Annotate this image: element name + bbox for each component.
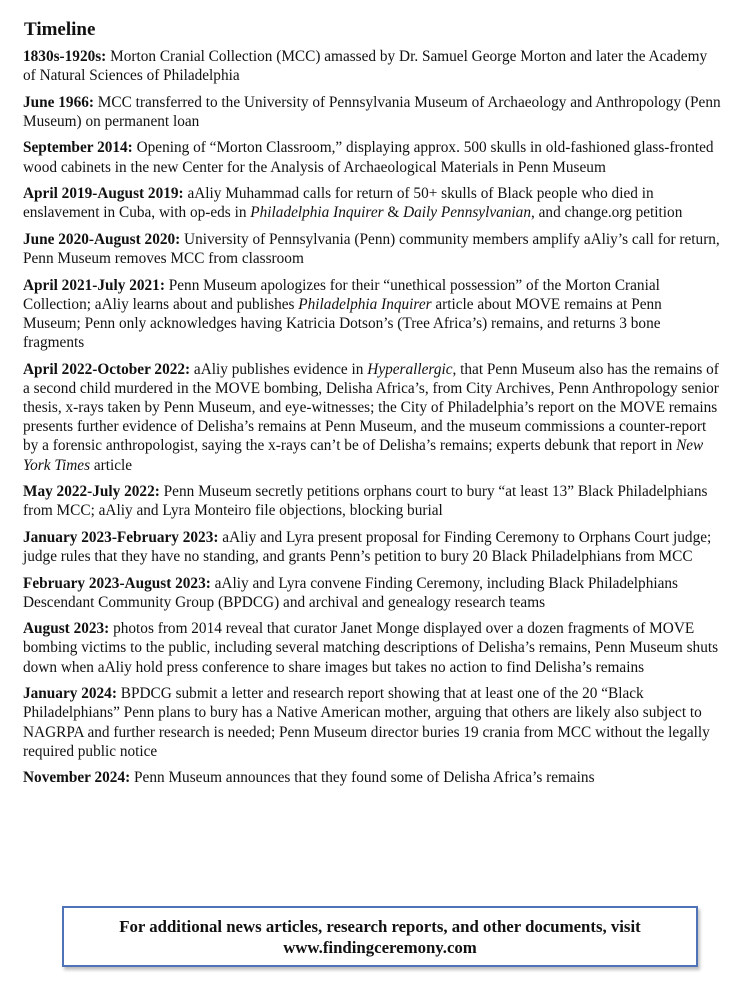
timeline-entry-text: , that Penn Museum also has the remains of a second child murdered in the MOVE bombing, Delisha Africa’s, from City Archives, Penn Anthropology senior thesis, x-rays taken by Penn Museum, and eye-witnesses; the City of Philadelphia’s report on the MOVE remains presents further evidence of Delisha’s remains at Penn Museum, and the museum commissions a counter-report by a forensic anthropologist, saying the x-rays can’t be of Delisha’s remains; experts debunk that report in xyxy=(23,360,719,455)
timeline-entry-text: aAliy publishes evidence in xyxy=(190,360,368,378)
timeline-entry-date: February 2023-August 2023: xyxy=(23,574,211,592)
timeline-entry-date: September 2014: xyxy=(23,139,133,157)
timeline-entry-date: April 2019-August 2019: xyxy=(23,185,184,203)
timeline-entry-date: August 2023: xyxy=(23,620,110,638)
timeline-entry-text: Morton Cranial Collection (MCC) amassed by Dr. Samuel George Morton and later the Academy of Natural Sciences of Philadelphia xyxy=(23,48,708,85)
timeline-entry-text: BPDCG submit a letter and research report showing that at least one of the 20 “Black Philadelphians” Penn plans to bury has a Native American mother, arguing that others are likely also subject to NAGRPA and further research is needed; Penn Museum director buries 19 crania from MCC without the legally required public notice xyxy=(23,685,710,760)
timeline-entry xyxy=(23,619,723,677)
timeline-entry-text: Penn Museum announces that they found some of Delisha Africa’s remains xyxy=(130,769,595,787)
timeline-entry xyxy=(23,276,723,353)
website-callout-box xyxy=(62,906,698,967)
timeline-entry xyxy=(23,93,723,131)
timeline-entry-text: Penn Museum secretly petitions orphans court to bury “at least 13” Black Philadelphians from MCC; aAliy and Lyra Monteiro file objections, blocking burial xyxy=(23,483,708,520)
page-title: Timeline xyxy=(24,19,96,40)
timeline-entry-text: article about MOVE remains at Penn Museum; Penn only acknowledges having Katricia Dotson’s (Tree Africa’s) remains, and returns 3 bone fragments xyxy=(23,295,662,352)
timeline-entry-date: January 2024: xyxy=(23,685,117,703)
timeline-entry xyxy=(23,684,723,761)
publication-title: Daily Pennsylvanian xyxy=(403,204,531,222)
timeline-entry-text: aAliy and Lyra present proposal for Finding Ceremony to Orphans Court judge; judge rules that they have no standing, and grants Penn’s petition to bury 20 Black Philadelphians from MCC xyxy=(23,528,712,566)
timeline-entry-date: 1830s-1920s: xyxy=(23,48,107,65)
timeline-entry-text: photos from 2014 reveal that curator Janet Monge displayed over a dozen fragments of MOVE bombing victims to the public, including several matching descriptions of Delisha’s remains, Penn Museum shuts down when aAliy hold press conference to share images but takes no action to find Delisha’s remains xyxy=(23,620,719,676)
timeline-entry-text: MCC transferred to the University of Pennsylvania Museum of Archaeology and Anthropology (Penn Museum) on permanent loan xyxy=(23,93,721,130)
timeline-entry-text: article xyxy=(90,456,133,474)
timeline-entry xyxy=(23,482,723,520)
timeline-entry-date: April 2022-October 2022: xyxy=(23,360,191,378)
timeline-entry-text: University of Pennsylvania (Penn) community members amplify aAliy’s call for return, Penn Museum removes MCC from classroom xyxy=(23,230,720,268)
timeline-entry xyxy=(23,138,723,176)
timeline-entry xyxy=(23,528,723,566)
timeline-entry-date: May 2022-July 2022: xyxy=(23,483,160,501)
timeline-entry xyxy=(23,360,723,475)
publication-title: Philadelphia Inquirer xyxy=(250,204,384,222)
timeline-entry-text: aAliy Muhammad calls for return of 50+ skulls of Black people who died in enslavement in Cuba, with op-eds in xyxy=(23,185,654,222)
timeline-entry-date: January 2023-February 2023: xyxy=(23,528,219,546)
timeline-entry-date: November 2024: xyxy=(23,769,131,787)
timeline-entry xyxy=(23,184,723,222)
callout-text: For additional news articles, research reports, and other documents, visit www.findingceremony.com xyxy=(119,916,641,957)
timeline-entry xyxy=(23,230,723,268)
timeline-entry-text: & xyxy=(383,204,404,222)
timeline-entry-text: , and change.org petition xyxy=(530,204,683,222)
timeline-entry xyxy=(23,574,723,612)
timeline-entry-date: April 2021-July 2021: xyxy=(23,276,165,294)
timeline-entry-text: Penn Museum apologizes for their “unethical possession” of the Morton Cranial Collection; aAliy learns about and publishes xyxy=(23,276,660,313)
timeline-entry xyxy=(23,47,723,85)
timeline-entry-text: Opening of “Morton Classroom,” displaying approx. 500 skulls in old-fashioned glass-fronted wood cabinets in the new Center for the Analysis of Archaeological Materials in Penn Museum xyxy=(23,139,714,176)
timeline-entry-date: June 2020-August 2020: xyxy=(23,230,181,248)
timeline-entry xyxy=(23,768,723,787)
timeline-entry-date: June 1966: xyxy=(23,93,94,111)
publication-title: New York Times xyxy=(23,437,704,474)
publication-title: Philadelphia Inquirer xyxy=(298,295,432,313)
publication-title: Hyperallergic xyxy=(367,360,453,378)
timeline-entry-text: aAliy and Lyra convene Finding Ceremony, including Black Philadelphians Descendant Community Group (BPDCG) and archival and genealogy research teams xyxy=(23,574,678,611)
timeline-list xyxy=(23,47,723,787)
